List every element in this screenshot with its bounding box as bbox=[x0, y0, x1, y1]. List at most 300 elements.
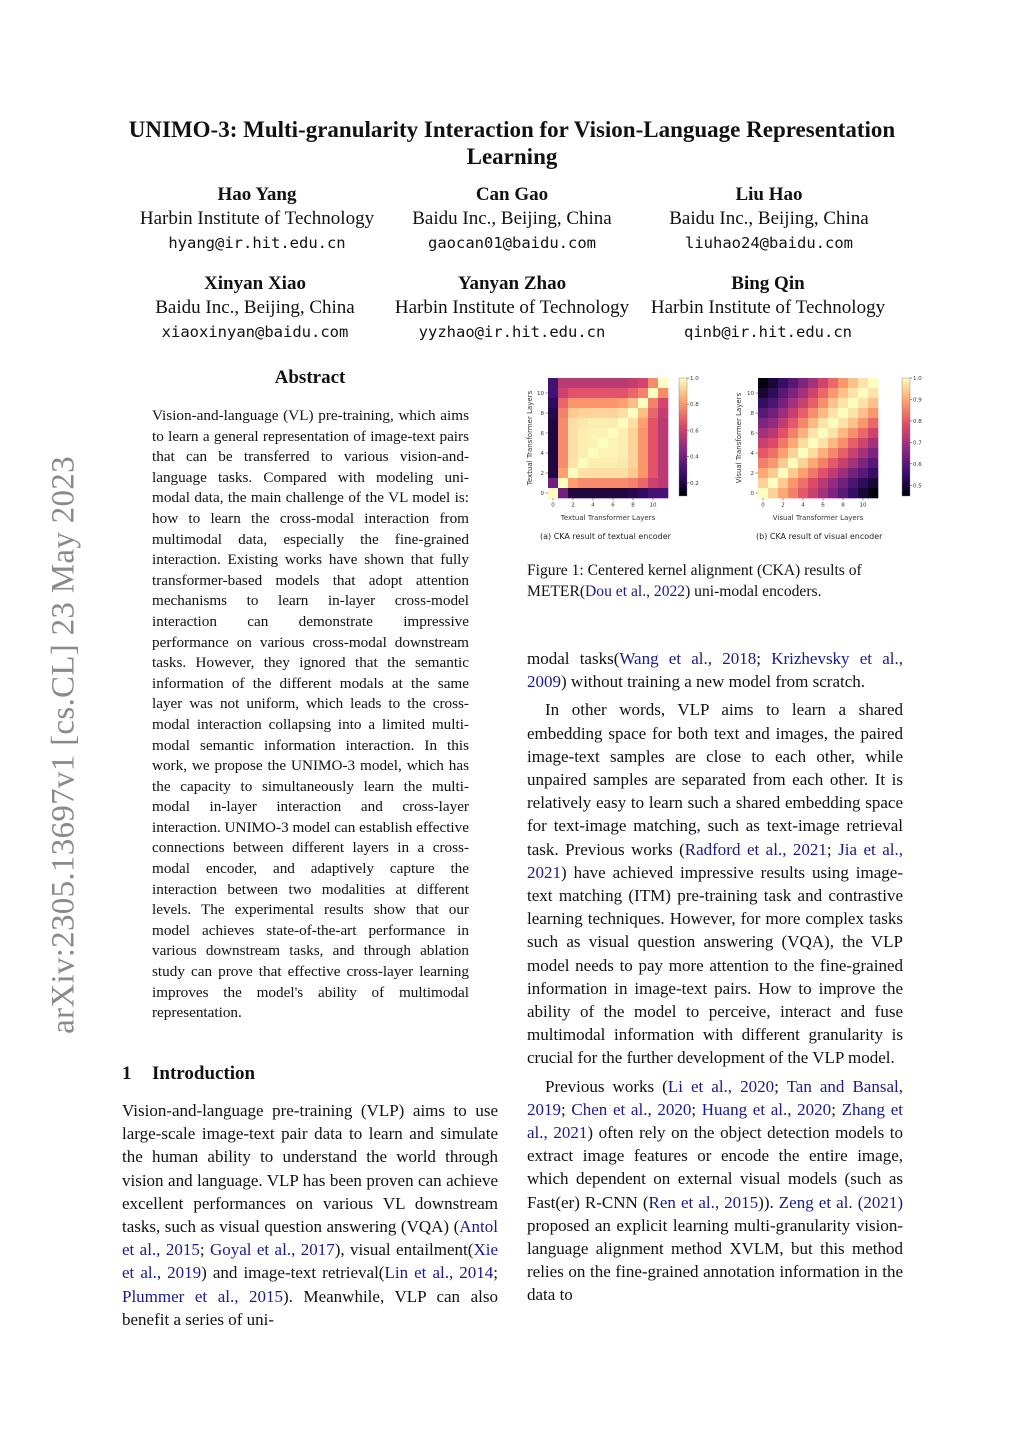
heatmap-cell bbox=[608, 448, 618, 458]
y-tick-label: 6 bbox=[540, 431, 544, 437]
heatmap-cell bbox=[758, 398, 768, 408]
x-tick-label: 2 bbox=[571, 502, 575, 509]
author-name: Xinyan Xiao bbox=[204, 273, 306, 294]
author-block bbox=[140, 183, 374, 255]
heatmap-cell bbox=[658, 468, 668, 478]
heatmap-cell bbox=[588, 398, 598, 408]
heatmap-cell bbox=[558, 448, 568, 458]
citation-link[interactable]: Plummer et al., 2015 bbox=[122, 1286, 284, 1306]
heatmap-cell bbox=[828, 478, 838, 488]
heatmap-cell bbox=[608, 458, 618, 468]
heatmap-cell bbox=[628, 468, 638, 478]
heatmap-cell bbox=[798, 398, 808, 408]
heatmap-cell bbox=[808, 408, 818, 418]
heatmap-cell bbox=[658, 448, 668, 458]
heatmap-cell bbox=[868, 408, 878, 418]
heatmap-cell bbox=[858, 438, 868, 448]
heatmap-cell bbox=[788, 478, 798, 488]
citation-link[interactable]: Lin et al., 2014 bbox=[384, 1263, 494, 1283]
heatmap-cell bbox=[808, 448, 818, 458]
heatmap-cell bbox=[868, 378, 878, 388]
heatmap-cell bbox=[828, 488, 838, 498]
heatmap-cell bbox=[768, 438, 778, 448]
heatmap-cells bbox=[548, 378, 668, 498]
paragraph bbox=[527, 1075, 903, 1307]
heatmap-cell bbox=[618, 438, 628, 448]
heatmap-cell bbox=[618, 428, 628, 438]
heatmap-cell bbox=[658, 458, 668, 468]
heatmap-cell bbox=[818, 448, 828, 458]
heatmap-cell bbox=[768, 428, 778, 438]
heatmap-cell bbox=[568, 458, 578, 468]
heatmap-cell bbox=[838, 428, 848, 438]
heatmap-cell bbox=[648, 398, 658, 408]
heatmap-cell bbox=[798, 418, 808, 428]
heatmap-cell bbox=[558, 488, 568, 498]
heatmap-cell bbox=[658, 438, 668, 448]
heatmap-cell bbox=[598, 398, 608, 408]
heatmap-cell bbox=[768, 478, 778, 488]
citation-separator: ; bbox=[691, 1099, 702, 1119]
heatmap-cell bbox=[568, 378, 578, 388]
heatmap-cell bbox=[578, 408, 588, 418]
body-text: proposed an explicit learning multi-granularity vision-language alignment method XVLM, but this method relies on the fine-grained annotation information in the data to bbox=[527, 1215, 903, 1305]
heatmap-cell bbox=[628, 378, 638, 388]
heatmap-cell bbox=[788, 438, 798, 448]
heatmap-cell bbox=[648, 478, 658, 488]
author-block bbox=[669, 183, 868, 255]
heatmap-cell bbox=[598, 408, 608, 418]
heatmap-cell bbox=[838, 408, 848, 418]
colorbar-tick-label: 1.0 bbox=[913, 376, 922, 382]
heatmap-cell bbox=[788, 428, 798, 438]
y-tick-label: 0 bbox=[750, 491, 754, 497]
heatmap-cell bbox=[638, 438, 648, 448]
heatmap-cell bbox=[818, 378, 828, 388]
heatmap-cell bbox=[848, 378, 858, 388]
section-heading bbox=[122, 1063, 255, 1085]
heatmap-cell bbox=[758, 428, 768, 438]
heatmap-cell bbox=[658, 488, 668, 498]
heatmap-cell bbox=[788, 488, 798, 498]
colorbar-tick-label: 0.8 bbox=[913, 418, 922, 425]
heatmap-cell bbox=[608, 488, 618, 498]
citation-link[interactable]: Radford et al., 2021 bbox=[684, 839, 827, 859]
heatmap-cell bbox=[578, 398, 588, 408]
heatmap-cell bbox=[828, 428, 838, 438]
heatmap-cell bbox=[638, 468, 648, 478]
abstract-text: Vision-and-language (VL) pre-training, which aims to learn a general representation of image-text pairs that can be transferred to various vision-and-language tasks. Compared with modeling uni-modal data, the main challenge of the VL model is: how to learn the cross-modal interaction from multimodal data, especially the fine-grained interaction. Existing works have shown that fully transformer-based models that adopt attention mechanisms to learn in-layer cross-model interaction can demonstrate impressive performance on various cross-modal downstream tasks. However, they ignored that the semantic information of the different modals at the same layer was not uniform, which leads to the cross-modal interaction collapsing into a limited multi-modal semantic information interaction. In this work, we propose the UNIMO-3 model, which has the capacity to simultaneously learn the multi-modal in-layer interaction and cross-layer interaction. UNIMO-3 model can establish effective connections between different layers in a cross-modal encoder, and adaptively capture the interaction between two modalities at different levels. The experimental results show that our model achieves state-of-the-art performance in various downstream tasks, and through ablation study can prove that effective cross-layer learning improves the model's ability of multimodal representation. bbox=[152, 407, 469, 1022]
heatmap-cell bbox=[778, 408, 788, 418]
citation-separator: ; bbox=[756, 649, 772, 668]
heatmap-cell bbox=[588, 478, 598, 488]
heatmap-textual bbox=[526, 376, 699, 541]
heatmap-cell bbox=[778, 478, 788, 488]
intro-right-column bbox=[527, 647, 903, 1307]
heatmap-cell bbox=[778, 398, 788, 408]
citation-link[interactable]: Li et al., 2020 bbox=[667, 1076, 775, 1096]
heatmap-cell bbox=[608, 408, 618, 418]
heatmap-cell bbox=[558, 458, 568, 468]
x-ticks bbox=[761, 498, 867, 509]
heatmap-cell bbox=[638, 448, 648, 458]
body-text: ) have achieved impressive results using image-text matching (ITM) pre-training task and contrastive learning techniques. However, for more complex tasks such as visual question answering (VQA), the VLP model needs to pay more attention to the fine-grained information in image-text pairs. How to improve the ability of the model to perceive, interact and fuse multimodal information with different granularity is crucial for the further development of the VLP model. bbox=[527, 862, 903, 1068]
heatmap-cell bbox=[578, 478, 588, 488]
heatmap-cell bbox=[768, 488, 778, 498]
y-tick-label: 4 bbox=[540, 451, 544, 457]
heatmap-cell bbox=[548, 408, 558, 418]
citation-separator: ; bbox=[199, 1240, 210, 1260]
heatmap-cell bbox=[608, 468, 618, 478]
citation-link[interactable]: Krizhevsky et al., 2009 bbox=[527, 649, 903, 692]
heatmap-cell bbox=[798, 408, 808, 418]
heatmap-cell bbox=[598, 478, 608, 488]
heatmap-cell bbox=[818, 478, 828, 488]
heatmap-cell bbox=[838, 378, 848, 388]
heatmap-cell bbox=[588, 448, 598, 458]
heatmap-cell bbox=[648, 408, 658, 418]
heatmap-cell bbox=[838, 478, 848, 488]
y-ticks bbox=[537, 391, 548, 497]
citation-separator: ; bbox=[831, 1099, 842, 1119]
heatmap-cell bbox=[778, 488, 788, 498]
citation-separator: ; bbox=[774, 1076, 787, 1096]
heatmap-cell bbox=[828, 398, 838, 408]
heatmap-cell bbox=[618, 458, 628, 468]
arxiv-stamp: arXiv:2305.13697v1 [cs.CL] 23 May 2023 bbox=[45, 456, 82, 1034]
heatmap-cell bbox=[808, 418, 818, 428]
citation-link[interactable]: Huang et al., 2020 bbox=[701, 1099, 832, 1119]
heatmap-cell bbox=[858, 478, 868, 488]
heatmap-cell bbox=[808, 388, 818, 398]
heatmap-cell bbox=[568, 468, 578, 478]
author-block bbox=[651, 272, 885, 344]
heatmap-cell bbox=[868, 478, 878, 488]
heatmap-cell bbox=[818, 398, 828, 408]
citation-link[interactable]: Dou et al., 2022 bbox=[585, 583, 686, 600]
heatmap-cell bbox=[548, 478, 558, 488]
heatmap-cell bbox=[578, 468, 588, 478]
heatmap-cell bbox=[828, 408, 838, 418]
heatmap-cell bbox=[598, 378, 608, 388]
heatmap-cell bbox=[768, 448, 778, 458]
heatmap-cell bbox=[558, 398, 568, 408]
heatmap-cell bbox=[638, 408, 648, 418]
author-affiliation: Baidu Inc., Beijing, China bbox=[155, 297, 355, 318]
y-tick-label: 6 bbox=[750, 431, 754, 437]
x-ticks bbox=[551, 498, 657, 509]
heatmap-cell bbox=[798, 448, 808, 458]
author-affiliation: Baidu Inc., Beijing, China bbox=[669, 208, 869, 229]
heatmap-cell bbox=[558, 418, 568, 428]
heatmap-cell bbox=[788, 468, 798, 478]
colorbar-ticks bbox=[687, 376, 699, 487]
heatmap-cell bbox=[628, 488, 638, 498]
heatmap-cell bbox=[838, 488, 848, 498]
heatmap-cell bbox=[758, 478, 768, 488]
heatmap-cell bbox=[868, 388, 878, 398]
y-tick-label: 8 bbox=[750, 411, 754, 417]
x-tick-label: 2 bbox=[781, 502, 785, 509]
author-name: Hao Yang bbox=[217, 184, 297, 205]
heatmap-cell bbox=[578, 378, 588, 388]
heatmap-cell bbox=[768, 408, 778, 418]
heatmap-cell bbox=[838, 418, 848, 428]
author-affiliation: Baidu Inc., Beijing, China bbox=[412, 208, 612, 229]
heatmap-cell bbox=[658, 478, 668, 488]
heatmap-cell bbox=[588, 458, 598, 468]
citation-separator: ; bbox=[561, 1099, 572, 1119]
heatmap-cell bbox=[848, 478, 858, 488]
intro-left-paragraph bbox=[122, 1099, 498, 1331]
heatmap-cell bbox=[548, 418, 558, 428]
heatmap-cell bbox=[858, 388, 868, 398]
y-tick-label: 2 bbox=[750, 471, 754, 477]
x-tick-label: 4 bbox=[591, 502, 595, 509]
heatmap-cell bbox=[838, 458, 848, 468]
heatmap-cell bbox=[598, 488, 608, 498]
y-tick-label: 4 bbox=[750, 451, 754, 457]
heatmap-cell bbox=[788, 448, 798, 458]
heatmap-cell bbox=[838, 388, 848, 398]
heatmap-cell bbox=[808, 478, 818, 488]
heatmap-cell bbox=[578, 448, 588, 458]
heatmap-cell bbox=[758, 438, 768, 448]
citation-link[interactable]: Zeng et al. (2021) bbox=[778, 1192, 904, 1212]
heatmap-cell bbox=[648, 418, 658, 428]
colorbar-tick-label: 0.4 bbox=[690, 454, 699, 461]
heatmap-cell bbox=[548, 388, 558, 398]
colorbar-tick-label: 0.6 bbox=[913, 461, 922, 468]
heatmap-cell bbox=[828, 388, 838, 398]
heatmap-cell bbox=[648, 448, 658, 458]
heatmap-cell bbox=[798, 478, 808, 488]
heatmap-cell bbox=[628, 438, 638, 448]
body-text: ) often rely on the object detection models to extract image features or encode the entire image, which dependent on external visual models (such as Fast(er) R-CNN ( bbox=[527, 1123, 903, 1212]
author-email: qinb@ir.hit.edu.cn bbox=[684, 323, 852, 341]
heatmap-cell bbox=[848, 418, 858, 428]
body-text: modal tasks( bbox=[527, 649, 620, 668]
heatmap-cell bbox=[648, 458, 658, 468]
heatmap-cell bbox=[658, 408, 668, 418]
heatmap-cell bbox=[548, 378, 558, 388]
heatmap-cell bbox=[638, 488, 648, 498]
heatmap-cell bbox=[588, 408, 598, 418]
y-axis-label: Visual Transformer Layers bbox=[735, 392, 743, 484]
x-tick-label: 0 bbox=[551, 502, 555, 509]
heatmap-cell bbox=[548, 398, 558, 408]
heatmap-cell bbox=[548, 488, 558, 498]
author-block bbox=[412, 183, 611, 255]
heatmap-cell bbox=[838, 438, 848, 448]
citation-link[interactable]: Tan and Bansal, 2019 bbox=[527, 1076, 903, 1119]
heatmap-cell bbox=[828, 418, 838, 428]
heatmap-cell bbox=[608, 478, 618, 488]
citation-separator: ; bbox=[493, 1263, 498, 1283]
heatmap-cell bbox=[648, 428, 658, 438]
heatmap-cell bbox=[608, 428, 618, 438]
heatmap-cell bbox=[638, 378, 648, 388]
heatmap-cell bbox=[588, 468, 598, 478]
y-ticks bbox=[747, 391, 758, 497]
heatmap-cell bbox=[848, 398, 858, 408]
heatmap-cell bbox=[808, 438, 818, 448]
heatmap-cell bbox=[658, 398, 668, 408]
citation-link[interactable]: Wang et al., 2018 bbox=[619, 649, 757, 668]
heatmap-cell bbox=[658, 378, 668, 388]
citation-link[interactable]: Goyal et al., 2017 bbox=[209, 1240, 335, 1260]
author-email: gaocan01@baidu.com bbox=[428, 234, 596, 252]
heatmap-cell bbox=[548, 468, 558, 478]
y-tick-label: 10 bbox=[537, 391, 544, 397]
colorbar-tick-label: 0.2 bbox=[690, 480, 699, 487]
abstract-heading: Abstract bbox=[274, 367, 346, 388]
citation-link[interactable]: Jia et al., 2021 bbox=[527, 839, 903, 882]
heatmap-cell bbox=[618, 378, 628, 388]
heatmap-cell bbox=[798, 438, 808, 448]
heatmap-cell bbox=[818, 458, 828, 468]
heatmap-cell bbox=[618, 468, 628, 478]
heatmap-cell bbox=[808, 488, 818, 498]
heatmap-cell bbox=[598, 458, 608, 468]
heatmap-cell bbox=[578, 388, 588, 398]
heatmap-cell bbox=[858, 408, 868, 418]
heatmap-cell bbox=[758, 378, 768, 388]
author-block bbox=[395, 272, 629, 344]
colorbar-tick-label: 0.9 bbox=[913, 397, 922, 404]
figure-caption bbox=[527, 560, 907, 602]
heatmap-cell bbox=[568, 478, 578, 488]
heatmap-cell bbox=[588, 438, 598, 448]
heatmap-cell bbox=[758, 418, 768, 428]
heatmap-cell bbox=[618, 448, 628, 458]
heatmap-cell bbox=[588, 488, 598, 498]
heatmap-cell bbox=[818, 388, 828, 398]
heatmap-cell bbox=[588, 378, 598, 388]
heatmap-cell bbox=[868, 428, 878, 438]
author-email: xiaoxinyan@baidu.com bbox=[161, 323, 349, 341]
section-title: Introduction bbox=[152, 1063, 256, 1084]
heatmap-cell bbox=[788, 378, 798, 388]
citation-link[interactable]: Xie et al., 2019 bbox=[122, 1240, 498, 1283]
heatmap-cell bbox=[628, 448, 638, 458]
heatmap-cell bbox=[608, 418, 618, 428]
paper-title: UNIMO-3: Multi-granularity Interaction for Vision-Language Representation Learning bbox=[128, 117, 896, 169]
heatmap-cell bbox=[638, 398, 648, 408]
heatmap-cell bbox=[658, 428, 668, 438]
colorbar-tick-label: 1.0 bbox=[690, 376, 699, 382]
body-text: In other words, VLP aims to learn a shared embedding space for both text and images, the paired image-text samples are close to each other, while unpaired samples are separated from each other. It is relatively easy to learn such a shared embedding space for text-image matching, such as text-image retrieval task. Previous works ( bbox=[527, 700, 903, 859]
heatmap-cell bbox=[788, 458, 798, 468]
heatmap-cell bbox=[548, 438, 558, 448]
heatmap-cell bbox=[848, 438, 858, 448]
heatmap-cell bbox=[638, 478, 648, 488]
citation-link[interactable]: Zhang et al., 2021 bbox=[527, 1099, 903, 1143]
citation-link[interactable]: Ren et al., 2015 bbox=[648, 1192, 759, 1212]
colorbar-visual bbox=[902, 378, 910, 496]
heatmap-cell bbox=[828, 378, 838, 388]
heatmap-cell bbox=[628, 418, 638, 428]
heatmap-cell bbox=[768, 388, 778, 398]
author-name: Bing Qin bbox=[731, 273, 805, 294]
author-name: Liu Hao bbox=[735, 184, 803, 205]
heatmap-cell bbox=[848, 428, 858, 438]
heatmap-cell bbox=[758, 448, 768, 458]
subfigure-caption-b: (b) CKA result of visual encoder bbox=[756, 532, 883, 541]
heatmap-cell bbox=[858, 398, 868, 408]
heatmap-cell bbox=[818, 418, 828, 428]
heatmap-cell bbox=[828, 468, 838, 478]
heatmap-cell bbox=[578, 458, 588, 468]
heatmap-cell bbox=[628, 398, 638, 408]
heatmap-cell bbox=[758, 408, 768, 418]
body-text: Vision-and-language pre-training (VLP) aims to use large-scale image-text pair data to learn and simulate the human ability to understand the world through vision and language. VLP has been proven can achieve excellent performances on various VL downstream tasks, such as visual question answering (VQA) ( bbox=[122, 1101, 498, 1237]
heatmap-cell bbox=[798, 458, 808, 468]
heatmap-cell bbox=[648, 378, 658, 388]
heatmap-cell bbox=[768, 458, 778, 468]
heatmap-cell bbox=[598, 428, 608, 438]
author-affiliation: Harbin Institute of Technology bbox=[650, 297, 886, 318]
heatmap-cell bbox=[858, 448, 868, 458]
author-name: Can Gao bbox=[475, 184, 549, 205]
author-affiliation: Harbin Institute of Technology bbox=[394, 297, 630, 318]
heatmap-cell bbox=[848, 488, 858, 498]
heatmap-cell bbox=[868, 418, 878, 428]
heatmap-cell bbox=[778, 378, 788, 388]
heatmap-cell bbox=[858, 378, 868, 388]
heatmap-cell bbox=[758, 388, 768, 398]
colorbar-textual bbox=[679, 378, 687, 496]
citation-link[interactable]: Antol et al., 2015 bbox=[122, 1217, 498, 1260]
heatmap-cell bbox=[558, 438, 568, 448]
body-text: ). Meanwhile, VLP can also benefit a series of uni- bbox=[122, 1286, 498, 1329]
heatmap-cell bbox=[638, 428, 648, 438]
heatmap-cell bbox=[638, 418, 648, 428]
heatmap-cell bbox=[808, 398, 818, 408]
heatmap-cell bbox=[808, 468, 818, 478]
heatmap-visual bbox=[735, 376, 922, 541]
heatmap-cell bbox=[588, 388, 598, 398]
y-axis-label: Textual Transformer Layers bbox=[526, 390, 534, 486]
y-tick-label: 10 bbox=[747, 391, 754, 397]
heatmap-cell bbox=[568, 488, 578, 498]
colorbar-tick-label: 0.8 bbox=[690, 402, 699, 409]
heatmap-cell bbox=[838, 468, 848, 478]
colorbar-tick-label: 0.5 bbox=[913, 483, 922, 490]
heatmap-cell bbox=[628, 458, 638, 468]
heatmap-cell bbox=[768, 398, 778, 408]
paragraph bbox=[527, 698, 903, 1069]
heatmap-cells bbox=[758, 378, 878, 498]
heatmap-cell bbox=[598, 418, 608, 428]
heatmap-cell bbox=[618, 418, 628, 428]
heatmap-cell bbox=[818, 428, 828, 438]
citation-link[interactable]: Chen et al., 2020 bbox=[571, 1099, 692, 1119]
heatmap-cell bbox=[858, 468, 868, 478]
x-tick-label: 8 bbox=[631, 502, 635, 509]
heatmap-cell bbox=[568, 398, 578, 408]
heatmap-cell bbox=[658, 388, 668, 398]
x-tick-label: 0 bbox=[761, 502, 765, 509]
author-email: yyzhao@ir.hit.edu.cn bbox=[418, 323, 606, 341]
heatmap-cell bbox=[638, 458, 648, 468]
heatmap-cell bbox=[548, 428, 558, 438]
heatmap-cell bbox=[548, 448, 558, 458]
paragraph bbox=[527, 647, 903, 693]
heatmap-cell bbox=[778, 418, 788, 428]
heatmap-cell bbox=[578, 428, 588, 438]
x-tick-label: 10 bbox=[859, 502, 867, 509]
